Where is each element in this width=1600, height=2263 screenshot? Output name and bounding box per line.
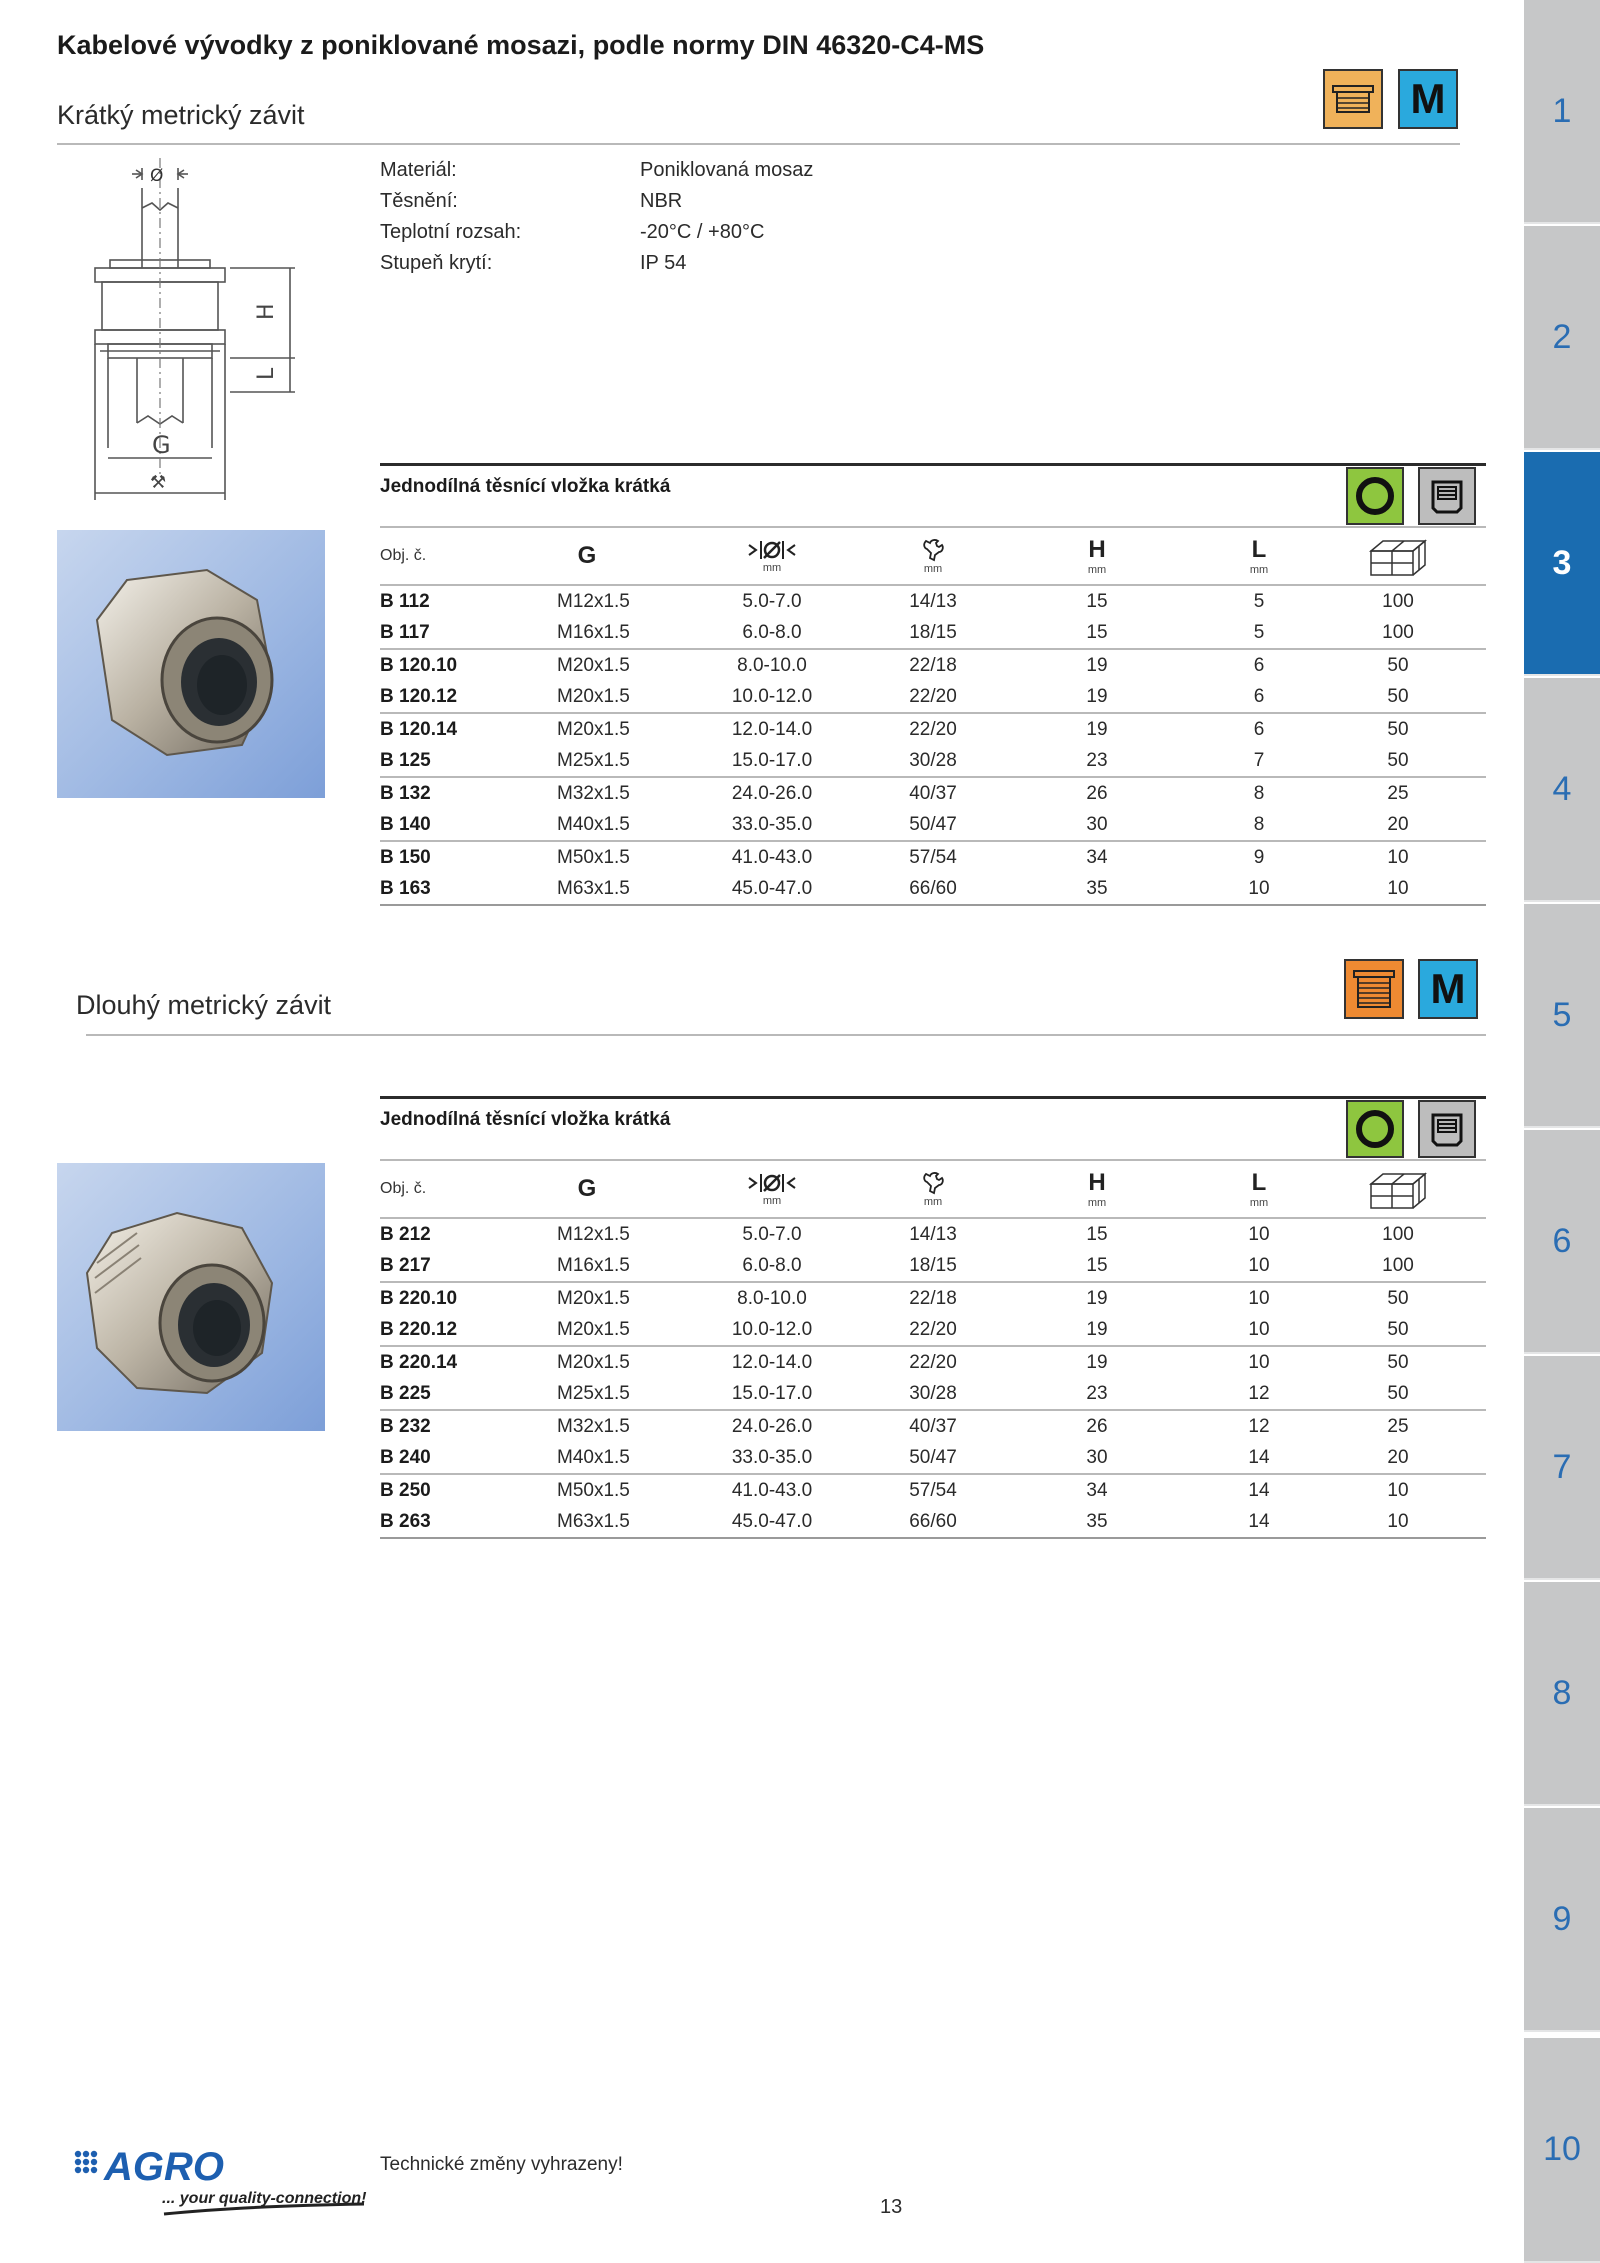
- cell-wrench-size: 57/54: [909, 1480, 957, 1501]
- cell-clamping-range: 10.0-12.0: [731, 686, 813, 707]
- col-header-obj: Obj. č.: [380, 1180, 427, 1197]
- cell-wrench-size: 50/47: [909, 814, 957, 835]
- chapter-tab-4[interactable]: 4: [1524, 678, 1600, 902]
- table-header-bar: [380, 1099, 1486, 1159]
- cell-length-l: 6: [1253, 686, 1265, 707]
- cell-wrench-size: 30/28: [909, 750, 957, 771]
- cell-wrench-size: 22/18: [909, 1288, 957, 1309]
- cell-wrench-size: 40/37: [909, 1416, 957, 1437]
- cell-length-l: 12: [1248, 1416, 1270, 1437]
- cell-order-no: B 250: [380, 1480, 431, 1501]
- cell-pack-qty: 10: [1387, 847, 1409, 868]
- cell-pack-qty: 50: [1387, 655, 1409, 676]
- cell-length-l: 10: [1248, 878, 1270, 899]
- cell-height-h: 19: [1086, 655, 1108, 676]
- cell-height-h: 15: [1086, 1224, 1108, 1245]
- cell-order-no: B 163: [380, 878, 431, 899]
- chapter-tab-8[interactable]: 8: [1524, 1582, 1600, 1806]
- package-quantity-icon: [1369, 535, 1427, 577]
- cell-wrench-size: 66/60: [909, 878, 957, 899]
- table-row: [380, 586, 1486, 617]
- cell-order-no: B 225: [380, 1383, 431, 1404]
- cell-wrench-size: 14/13: [909, 1224, 957, 1245]
- svg-text:... your quality-connection!: ... your quality-connection!: [162, 2190, 367, 2207]
- section-title-short-thread: Krátký metrický závit: [57, 100, 305, 130]
- page-title: Kabelové vývodky z poniklované mosazi, podle normy DIN 46320-C4-MS: [57, 30, 985, 60]
- seal-ring-icon: [1346, 1100, 1404, 1158]
- cell-height-h: 35: [1086, 1511, 1108, 1532]
- cell-pack-qty: 10: [1387, 1480, 1409, 1501]
- cell-height-h: 19: [1086, 1319, 1108, 1340]
- cell-height-h: 34: [1086, 847, 1108, 868]
- cell-length-l: 6: [1253, 655, 1265, 676]
- cell-pack-qty: 100: [1382, 1255, 1414, 1276]
- cell-wrench-size: 22/20: [909, 1352, 957, 1373]
- cell-thread-g: M63x1.5: [557, 878, 630, 899]
- wrench-icon: [921, 538, 945, 562]
- cell-clamping-range: 24.0-26.0: [731, 1416, 813, 1437]
- cell-clamping-range: 15.0-17.0: [731, 1383, 813, 1404]
- seal-ring-icon: [1346, 467, 1404, 525]
- cell-length-l: 10: [1248, 1224, 1270, 1245]
- cell-length-l: 6: [1253, 719, 1265, 740]
- table-row: [380, 1442, 1486, 1473]
- cell-thread-g: M16x1.5: [557, 1255, 630, 1276]
- page-number: 13: [880, 2196, 903, 2218]
- table-row: [380, 1411, 1486, 1442]
- cell-clamping-range: 8.0-10.0: [737, 655, 807, 676]
- table-row: [380, 1347, 1486, 1378]
- table-row: [380, 681, 1486, 712]
- diameter-icon: [747, 539, 797, 561]
- table-row: [380, 1378, 1486, 1409]
- cell-thread-g: M20x1.5: [557, 1352, 630, 1373]
- table-column-headers: [380, 1161, 1486, 1217]
- cell-length-l: 12: [1248, 1383, 1270, 1404]
- col-header-diameter: mm: [702, 1161, 842, 1217]
- material-specs: [380, 155, 813, 279]
- cell-wrench-size: 66/60: [909, 1511, 957, 1532]
- cell-wrench-size: 22/20: [909, 686, 957, 707]
- cell-thread-g: M32x1.5: [557, 783, 630, 804]
- cell-clamping-range: 45.0-47.0: [731, 1511, 813, 1532]
- cell-length-l: 10: [1248, 1288, 1270, 1309]
- cell-clamping-range: 5.0-7.0: [742, 1224, 802, 1245]
- table-title: Jednodílná těsnící vložka krátká: [380, 1109, 671, 1130]
- cell-length-l: 10: [1248, 1352, 1270, 1373]
- cell-wrench-size: 18/15: [909, 622, 957, 643]
- cell-clamping-range: 15.0-17.0: [731, 750, 813, 771]
- col-header-g: G: [577, 542, 597, 569]
- chapter-tab-5[interactable]: 5: [1524, 904, 1600, 1128]
- table-row: [380, 809, 1486, 840]
- cell-height-h: 23: [1086, 1383, 1108, 1404]
- col-header-h: H mm: [1087, 1168, 1107, 1209]
- svg-text:Ø: Ø: [150, 166, 164, 186]
- product-photo-long: [57, 1163, 325, 1431]
- col-header-wrench: mm: [863, 528, 1003, 584]
- col-header-diameter: mm: [702, 528, 842, 584]
- chapter-tab-7[interactable]: 7: [1524, 1356, 1600, 1580]
- cell-height-h: 35: [1086, 878, 1108, 899]
- svg-text:H: H: [254, 303, 279, 320]
- cell-clamping-range: 33.0-35.0: [731, 814, 813, 835]
- cell-thread-g: M25x1.5: [557, 750, 630, 771]
- cell-order-no: B 117: [380, 622, 430, 643]
- cell-height-h: 15: [1086, 591, 1108, 612]
- col-header-wrench: mm: [863, 1161, 1003, 1217]
- chapter-tabs: [1524, 0, 1600, 2263]
- col-header-l: L mm: [1249, 1168, 1269, 1209]
- cell-wrench-size: 30/28: [909, 1383, 957, 1404]
- section-divider: [57, 143, 1460, 145]
- table-row: [380, 1250, 1486, 1281]
- seal-insert-icon: [1418, 1100, 1476, 1158]
- cell-order-no: B 120.14: [380, 719, 458, 740]
- section-title-long-thread: Dlouhý metrický závit: [76, 990, 332, 1020]
- col-header-obj: Obj. č.: [380, 547, 427, 564]
- cell-order-no: B 217: [380, 1255, 431, 1276]
- cell-length-l: 10: [1248, 1255, 1270, 1276]
- cell-order-no: B 240: [380, 1447, 431, 1468]
- cell-pack-qty: 50: [1387, 1319, 1409, 1340]
- table-row: [380, 1475, 1486, 1506]
- cell-thread-g: M12x1.5: [557, 1224, 630, 1245]
- cell-pack-qty: 50: [1387, 719, 1409, 740]
- cell-height-h: 15: [1086, 1255, 1108, 1276]
- cell-order-no: B 140: [380, 814, 431, 835]
- cell-order-no: B 150: [380, 847, 431, 868]
- cell-thread-g: M40x1.5: [557, 814, 630, 835]
- cell-clamping-range: 6.0-8.0: [742, 622, 802, 643]
- cell-length-l: 14: [1248, 1480, 1270, 1501]
- cell-thread-g: M50x1.5: [557, 1480, 630, 1501]
- cell-height-h: 15: [1086, 622, 1108, 643]
- cell-pack-qty: 10: [1387, 1511, 1409, 1532]
- cell-thread-g: M25x1.5: [557, 1383, 630, 1404]
- cell-pack-qty: 10: [1387, 878, 1409, 899]
- cell-pack-qty: 50: [1387, 1352, 1409, 1373]
- table-title: Jednodílná těsnící vložka krátká: [380, 476, 671, 497]
- cell-order-no: B 220.12: [380, 1319, 458, 1340]
- svg-text:G: G: [152, 431, 171, 459]
- cell-clamping-range: 41.0-43.0: [731, 1480, 813, 1501]
- table-end-rule: [380, 904, 1486, 906]
- cell-wrench-size: 22/20: [909, 1319, 957, 1340]
- table-row: [380, 617, 1486, 648]
- metric-thread-badge: M: [1418, 959, 1478, 1019]
- svg-text:L: L: [254, 367, 279, 380]
- col-header-g: G: [577, 1175, 597, 1202]
- table-row: [380, 842, 1486, 873]
- cell-order-no: B 132: [380, 783, 431, 804]
- cell-length-l: 9: [1253, 847, 1265, 868]
- cell-pack-qty: 50: [1387, 1383, 1409, 1404]
- cell-length-l: 8: [1253, 814, 1265, 835]
- col-header-l: L mm: [1249, 535, 1269, 576]
- cell-length-l: 7: [1253, 750, 1265, 771]
- cell-order-no: B 112: [380, 591, 430, 612]
- cell-clamping-range: 6.0-8.0: [742, 1255, 802, 1276]
- table-row: [380, 873, 1486, 904]
- metric-thread-badge: M: [1398, 69, 1458, 129]
- spec-row: [380, 186, 813, 217]
- spec-label: Materiál:: [380, 159, 457, 181]
- chapter-tab-6[interactable]: 6: [1524, 1130, 1600, 1354]
- short-thread-icon: [1323, 69, 1383, 129]
- cell-order-no: B 220.14: [380, 1352, 458, 1373]
- section-divider: [86, 1034, 1486, 1036]
- spec-value: IP 54: [640, 252, 687, 274]
- agro-logo: [74, 2150, 374, 2230]
- cell-wrench-size: 50/47: [909, 1447, 957, 1468]
- cell-order-no: B 125: [380, 750, 431, 771]
- spec-value: -20°C / +80°C: [640, 221, 765, 243]
- cell-pack-qty: 25: [1387, 783, 1409, 804]
- cell-clamping-range: 41.0-43.0: [731, 847, 813, 868]
- cell-pack-qty: 50: [1387, 750, 1409, 771]
- col-header-package: [1328, 1161, 1468, 1217]
- spec-label: Těsnění:: [380, 190, 458, 212]
- cell-wrench-size: 40/37: [909, 783, 957, 804]
- table-header-bar: [380, 466, 1486, 526]
- spec-row: [380, 155, 813, 186]
- cell-wrench-size: 22/18: [909, 655, 957, 676]
- spec-label: Teplotní rozsah:: [380, 221, 522, 243]
- cell-order-no: B 212: [380, 1224, 431, 1245]
- cell-thread-g: M12x1.5: [557, 591, 630, 612]
- cell-length-l: 14: [1248, 1447, 1270, 1468]
- cell-clamping-range: 24.0-26.0: [731, 783, 813, 804]
- seal-insert-icon: [1418, 467, 1476, 525]
- cell-wrench-size: 14/13: [909, 591, 957, 612]
- cell-pack-qty: 100: [1382, 591, 1414, 612]
- cell-pack-qty: 20: [1387, 814, 1409, 835]
- cell-height-h: 23: [1086, 750, 1108, 771]
- chapter-tab-10[interactable]: 10: [1524, 2038, 1600, 2263]
- cell-clamping-range: 10.0-12.0: [731, 1319, 813, 1340]
- spec-row: [380, 217, 813, 248]
- cell-clamping-range: 8.0-10.0: [737, 1288, 807, 1309]
- cell-length-l: 5: [1253, 622, 1265, 643]
- long-thread-icon: [1344, 959, 1404, 1019]
- cell-height-h: 19: [1086, 686, 1108, 707]
- cell-clamping-range: 5.0-7.0: [742, 591, 802, 612]
- cell-pack-qty: 100: [1382, 1224, 1414, 1245]
- cell-thread-g: M63x1.5: [557, 1511, 630, 1532]
- table-row: [380, 1219, 1486, 1250]
- table-column-headers: [380, 528, 1486, 584]
- spec-value: NBR: [640, 190, 683, 212]
- product-table-long: [380, 1096, 1486, 1539]
- cell-thread-g: M40x1.5: [557, 1447, 630, 1468]
- cell-wrench-size: 22/20: [909, 719, 957, 740]
- svg-text:AGRO: AGRO: [104, 2150, 224, 2189]
- cell-order-no: B 120.12: [380, 686, 458, 707]
- spec-label: Stupeň krytí:: [380, 252, 493, 274]
- cell-thread-g: M20x1.5: [557, 1288, 630, 1309]
- spec-value: Poniklovaná mosaz: [640, 159, 814, 181]
- cell-thread-g: M16x1.5: [557, 622, 630, 643]
- cell-thread-g: M20x1.5: [557, 719, 630, 740]
- table-end-rule: [380, 1537, 1486, 1539]
- chapter-tab-3[interactable]: 3: [1524, 452, 1600, 676]
- col-header-h: H mm: [1087, 535, 1107, 576]
- cell-order-no: B 263: [380, 1511, 431, 1532]
- cell-clamping-range: 12.0-14.0: [731, 719, 813, 740]
- cell-order-no: B 120.10: [380, 655, 458, 676]
- cell-pack-qty: 100: [1382, 622, 1414, 643]
- spec-row: [380, 248, 813, 279]
- cell-height-h: 19: [1086, 1352, 1108, 1373]
- cell-length-l: 10: [1248, 1319, 1270, 1340]
- cell-pack-qty: 50: [1387, 686, 1409, 707]
- cell-thread-g: M32x1.5: [557, 1416, 630, 1437]
- cell-pack-qty: 50: [1387, 1288, 1409, 1309]
- cell-height-h: 19: [1086, 719, 1108, 740]
- product-photo-short: [57, 530, 325, 798]
- cell-order-no: B 220.10: [380, 1288, 458, 1309]
- cell-height-h: 34: [1086, 1480, 1108, 1501]
- cell-height-h: 30: [1086, 1447, 1108, 1468]
- table-row: [380, 778, 1486, 809]
- chapter-tab-9[interactable]: 9: [1524, 1808, 1600, 2032]
- cell-pack-qty: 25: [1387, 1416, 1409, 1437]
- cell-height-h: 26: [1086, 783, 1108, 804]
- cell-thread-g: M20x1.5: [557, 655, 630, 676]
- table-row: [380, 714, 1486, 745]
- cell-order-no: B 232: [380, 1416, 431, 1437]
- cell-wrench-size: 57/54: [909, 847, 957, 868]
- cell-clamping-range: 33.0-35.0: [731, 1447, 813, 1468]
- cell-thread-g: M20x1.5: [557, 1319, 630, 1340]
- col-header-package: [1328, 528, 1468, 584]
- cell-height-h: 30: [1086, 814, 1108, 835]
- package-quantity-icon: [1369, 1168, 1427, 1210]
- wrench-icon: [921, 1171, 945, 1195]
- cell-length-l: 14: [1248, 1511, 1270, 1532]
- cell-thread-g: M50x1.5: [557, 847, 630, 868]
- cable-gland-drawing: [80, 158, 320, 508]
- cell-length-l: 5: [1253, 591, 1265, 612]
- svg-text:⚒: ⚒: [150, 472, 167, 493]
- table-row: [380, 1314, 1486, 1345]
- chapter-tab-2[interactable]: 2: [1524, 226, 1600, 450]
- cell-height-h: 26: [1086, 1416, 1108, 1437]
- chapter-tab-1[interactable]: 1: [1524, 0, 1600, 224]
- table-row: [380, 745, 1486, 776]
- cell-clamping-range: 45.0-47.0: [731, 878, 813, 899]
- table-row: [380, 1283, 1486, 1314]
- footer-note: Technické změny vyhrazeny!: [380, 2154, 623, 2175]
- cell-height-h: 19: [1086, 1288, 1108, 1309]
- product-table-short: [380, 463, 1486, 906]
- table-row: [380, 650, 1486, 681]
- table-row: [380, 1506, 1486, 1537]
- cell-pack-qty: 20: [1387, 1447, 1409, 1468]
- cell-thread-g: M20x1.5: [557, 686, 630, 707]
- diameter-icon: [747, 1172, 797, 1194]
- cell-clamping-range: 12.0-14.0: [731, 1352, 813, 1373]
- cell-wrench-size: 18/15: [909, 1255, 957, 1276]
- cell-length-l: 8: [1253, 783, 1265, 804]
